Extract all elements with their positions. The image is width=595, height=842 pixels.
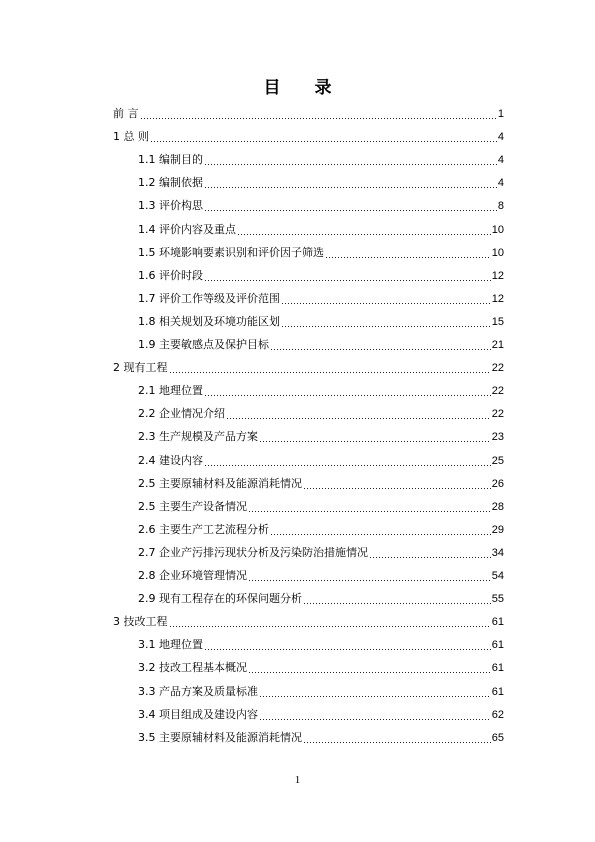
toc-entry-page: 61 — [491, 662, 504, 675]
toc-entry[interactable] — [138, 240, 504, 260]
toc-entry-label: 1.9 主要敏感点及保护目标 — [138, 338, 269, 351]
toc-entry-label: 3 技改工程 — [113, 615, 168, 629]
toc-entry-page: 12 — [491, 269, 504, 282]
toc-entry-label: 2.5 主要原辅材料及能源消耗情况 — [138, 476, 302, 490]
dot-leader — [325, 246, 491, 260]
dot-leader — [204, 153, 497, 167]
toc-entry-page: 22 — [491, 408, 504, 421]
toc-entry[interactable] — [113, 101, 504, 121]
dot-leader — [303, 477, 491, 491]
toc-entry-page: 12 — [491, 292, 504, 305]
toc-entry-label: 2.7 企业产污排污现状分析及污染防治措施情况 — [138, 545, 368, 559]
toc-entry-label: 2.3 生产规模及产品方案 — [138, 430, 258, 444]
toc-entry[interactable] — [138, 193, 504, 213]
toc-entry[interactable] — [113, 355, 504, 375]
toc-entry[interactable] — [138, 378, 504, 398]
toc-entry-label: 前 言 — [113, 107, 139, 120]
dot-leader — [204, 638, 491, 652]
dot-leader — [270, 523, 491, 537]
toc-entry[interactable] — [138, 679, 504, 699]
toc-entry[interactable] — [138, 286, 504, 306]
toc-entry[interactable] — [138, 517, 504, 537]
toc-entry-page: 22 — [491, 362, 504, 375]
dot-leader — [248, 569, 491, 583]
toc-entry-label: 2.2 企业情况介绍 — [138, 407, 225, 421]
toc-entry-label: 1.4 评价内容及重点 — [138, 222, 236, 236]
toc-entry[interactable] — [138, 263, 504, 283]
dot-leader — [259, 685, 491, 699]
dot-leader — [303, 592, 491, 606]
toc-entry-page: 55 — [491, 593, 504, 606]
toc-entry-label: 1.3 评价构思 — [138, 199, 203, 213]
toc-entry-page: 28 — [491, 500, 504, 513]
toc-entry[interactable] — [138, 655, 504, 675]
toc-entry-label: 2.5 主要生产设备情况 — [138, 499, 247, 513]
toc-entry-label: 3.4 项目组成及建设内容 — [138, 707, 258, 721]
dot-leader — [259, 430, 491, 444]
toc-entry-label: 1.7 评价工作等级及评价范围 — [138, 291, 280, 305]
toc-entry-label: 1.2 编制依据 — [138, 176, 203, 190]
dot-leader — [248, 661, 491, 675]
toc-entry-page: 4 — [497, 177, 504, 190]
toc-entry-page: 61 — [491, 616, 504, 629]
dot-leader — [169, 615, 491, 629]
toc-entry-label: 3.3 产品方案及质量标准 — [138, 684, 258, 698]
toc-entry-page: 23 — [491, 431, 504, 444]
toc-entry[interactable] — [138, 586, 504, 606]
dot-leader — [237, 223, 491, 237]
dot-leader — [281, 292, 491, 306]
dot-leader — [150, 130, 497, 144]
toc-entry-label: 2.8 企业环境管理情况 — [138, 569, 247, 582]
dot-leader — [204, 269, 491, 283]
toc-entry-label: 3.5 主要原辅材料及能源消耗情况 — [138, 730, 302, 744]
toc-entry-page: 26 — [491, 477, 504, 490]
toc-entry-page: 22 — [491, 385, 504, 398]
toc-entry[interactable] — [138, 170, 504, 190]
toc-entry-page: 4 — [497, 154, 504, 167]
dot-leader — [204, 454, 491, 468]
dot-leader — [369, 546, 491, 560]
toc-entry[interactable] — [138, 309, 504, 329]
toc-entry-label: 2 现有工程 — [113, 361, 168, 375]
toc-entry[interactable] — [138, 540, 504, 560]
dot-leader — [140, 107, 497, 121]
toc-entry[interactable] — [138, 471, 504, 491]
dot-leader — [226, 407, 491, 421]
toc-title: 目 录 — [263, 78, 346, 98]
toc-entry-page: 62 — [491, 708, 504, 721]
toc-entry-label: 2.4 建设内容 — [138, 453, 203, 467]
dot-leader — [303, 731, 491, 745]
toc-entry[interactable] — [113, 124, 504, 144]
toc-entry-page: 1 — [497, 108, 504, 120]
dot-leader — [259, 708, 491, 722]
dot-leader — [281, 315, 491, 329]
toc-entry-label: 1 总 则 — [113, 130, 149, 144]
toc-entry-label: 3.2 技改工程基本概况 — [138, 661, 247, 675]
dot-leader — [248, 500, 491, 514]
toc-entry[interactable] — [138, 702, 504, 722]
toc-entry-label: 1.1 编制目的 — [138, 153, 203, 167]
toc-entry-page: 15 — [491, 315, 504, 328]
toc-entry-page: 4 — [497, 131, 504, 144]
toc-entry-page: 65 — [491, 731, 504, 744]
toc-entry[interactable] — [138, 147, 504, 167]
dot-leader — [204, 384, 491, 398]
toc-entry-page: 61 — [491, 639, 504, 652]
toc-entry-page: 25 — [491, 454, 504, 467]
dot-leader — [204, 176, 497, 190]
toc-entry[interactable] — [138, 401, 504, 421]
dot-leader — [270, 338, 491, 352]
toc-entry[interactable] — [138, 494, 504, 514]
page-number: 1 — [294, 774, 301, 786]
toc-entry-page: 8 — [497, 200, 504, 213]
toc-entry-label: 2.9 现有工程存在的环保问题分析 — [138, 592, 302, 606]
dot-leader — [204, 199, 497, 213]
toc-entry-page: 29 — [491, 523, 504, 536]
toc-entry-page: 21 — [491, 339, 504, 351]
toc-entry-label: 2.1 地理位置 — [138, 384, 203, 398]
toc-entry-label: 2.6 主要生产工艺流程分析 — [138, 522, 269, 536]
toc-entry[interactable] — [113, 609, 504, 629]
toc-entry-page: 61 — [491, 685, 504, 698]
toc-entry[interactable] — [138, 424, 504, 444]
toc-entry-page: 54 — [491, 570, 504, 582]
toc-entry[interactable] — [138, 632, 504, 652]
toc-entry[interactable] — [138, 448, 504, 468]
toc-entry-label: 3.1 地理位置 — [138, 638, 203, 652]
toc-entry[interactable] — [138, 217, 504, 237]
toc-entry-label: 1.6 评价时段 — [138, 268, 203, 282]
toc-entry[interactable] — [138, 725, 504, 745]
toc-entry-label: 1.8 相关规划及环境功能区划 — [138, 314, 280, 328]
toc-entry[interactable] — [138, 332, 504, 352]
toc-entry-page: 10 — [491, 223, 504, 236]
toc-entry-label: 1.5 环境影响要素识别和评价因子筛选 — [138, 245, 324, 259]
toc-entry-page: 10 — [491, 246, 504, 259]
toc-entry[interactable] — [138, 563, 504, 583]
dot-leader — [169, 361, 491, 375]
toc-entry-page: 34 — [491, 546, 504, 559]
